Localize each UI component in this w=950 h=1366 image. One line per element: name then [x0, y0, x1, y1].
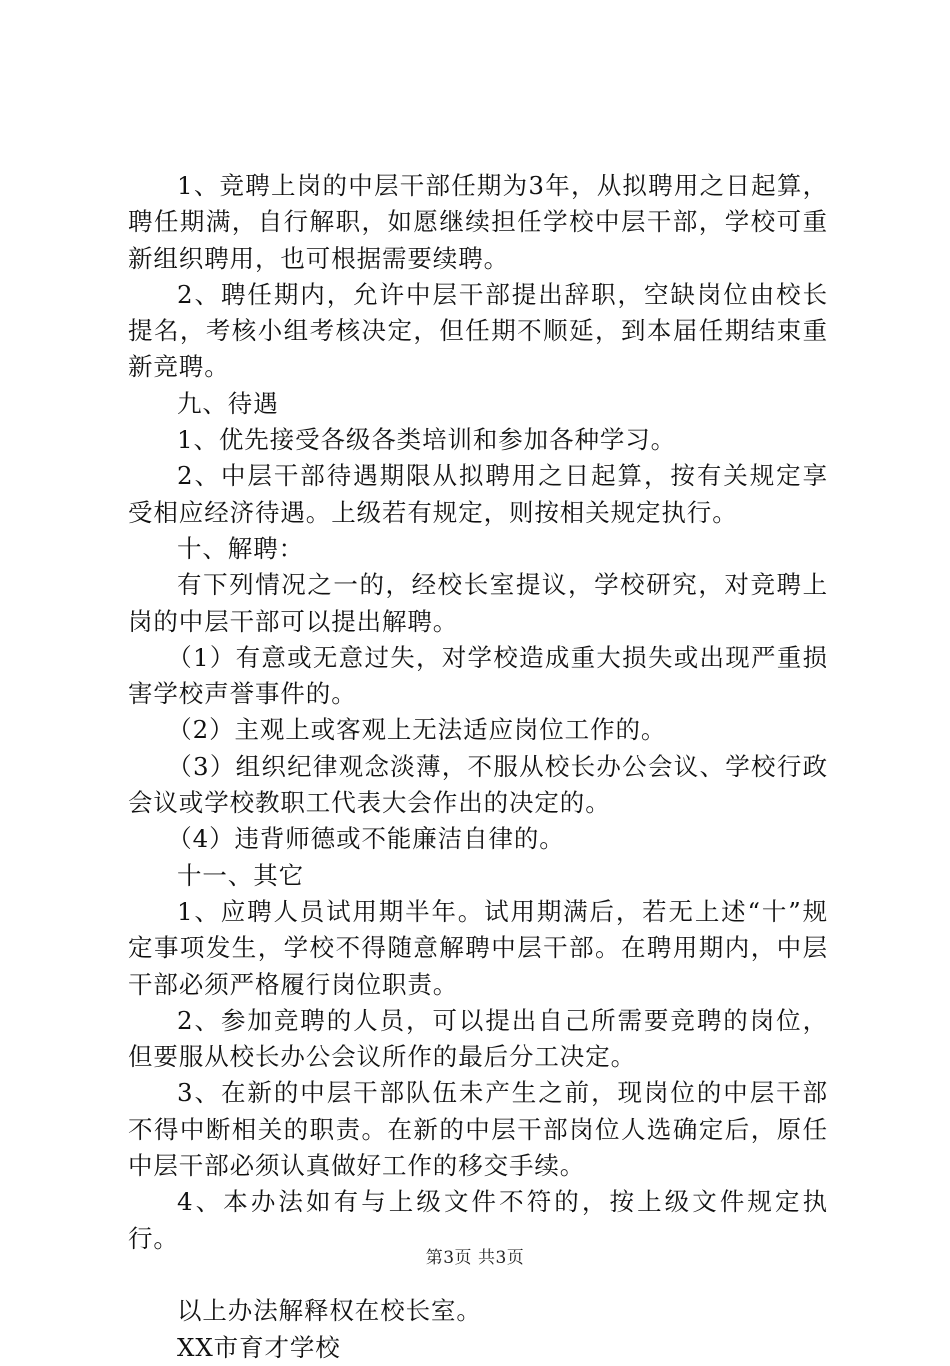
paragraph-benefits-2: 2、中层干部待遇期限从拟聘用之日起算，按有关规定享受相应经济待遇。上级若有规定，则按相关规定执行。 — [128, 461, 828, 527]
paragraph-term-2: 2、聘任期内，允许中层干部提出辞职，空缺岗位由校长提名，考核小组考核决定，但任期不顺延，到本届任期结束重新竞聘。 — [128, 279, 828, 382]
paragraph-other-4: 4、本办法如有与上级文件不符的，按上级文件规定执行。 — [128, 1187, 828, 1253]
paragraph-dismissal-item-2: （2）主观上或客观上无法适应岗位工作的。 — [167, 715, 667, 745]
paragraph-other-3: 3、在新的中层干部队伍未产生之前，现岗位的中层干部不得中断相关的职责。在新的中层干部岗位人选确定后，原任中层干部必须认真做好工作的移交手续。 — [128, 1078, 828, 1181]
closing-school-name: XX市育才学校 — [177, 1332, 341, 1362]
closing-interpretation: 以上办法解释权在校长室。 — [177, 1296, 482, 1326]
paragraph-term-1: 1、竞聘上岗的中层干部任期为3年，从拟聘用之日起算，聘任期满，自行解职，如愿继续担任学校中层干部，学校可重新组织聘用，也可根据需要续聘。 — [128, 171, 828, 273]
paragraph-dismissal-item-4: （4）违背师德或不能廉洁自律的。 — [167, 824, 565, 854]
page-footer: 第3页 共3页 — [425, 1248, 525, 1268]
section-heading-dismissal: 十、解聘： — [177, 533, 304, 563]
document-body — [128, 168, 828, 1366]
paragraph-other-1: 1、应聘人员试用期半年。试用期满后，若无上述“十”规定事项发生，学校不得随意解聘中层干部。在聘用期内，中层干部必须严格履行岗位职责。 — [128, 896, 828, 999]
section-heading-benefits: 九、待遇 — [177, 388, 279, 418]
paragraph-benefits-1: 1、优先接受各级各类培训和参加各种学习。 — [177, 425, 677, 455]
paragraph-dismissal-item-3: （3）组织纪律观念淡薄，不服从校长办公会议、学校行政会议或学校教职工代表大会作出的决定的。 — [128, 751, 828, 818]
paragraph-dismissal-item-1: （1）有意或无意过失，对学校造成重大损失或出现严重损害学校声誉事件的。 — [128, 642, 828, 709]
paragraph-dismissal-intro: 有下列情况之一的，经校长室提议，学校研究，对竞聘上岗的中层干部可以提出解聘。 — [128, 570, 828, 636]
section-heading-other: 十一、其它 — [177, 860, 304, 890]
paragraph-other-2: 2、参加竞聘的人员，可以提出自己所需要竞聘的岗位，但要服从校长办公会议所作的最后分工决定。 — [128, 1005, 828, 1072]
